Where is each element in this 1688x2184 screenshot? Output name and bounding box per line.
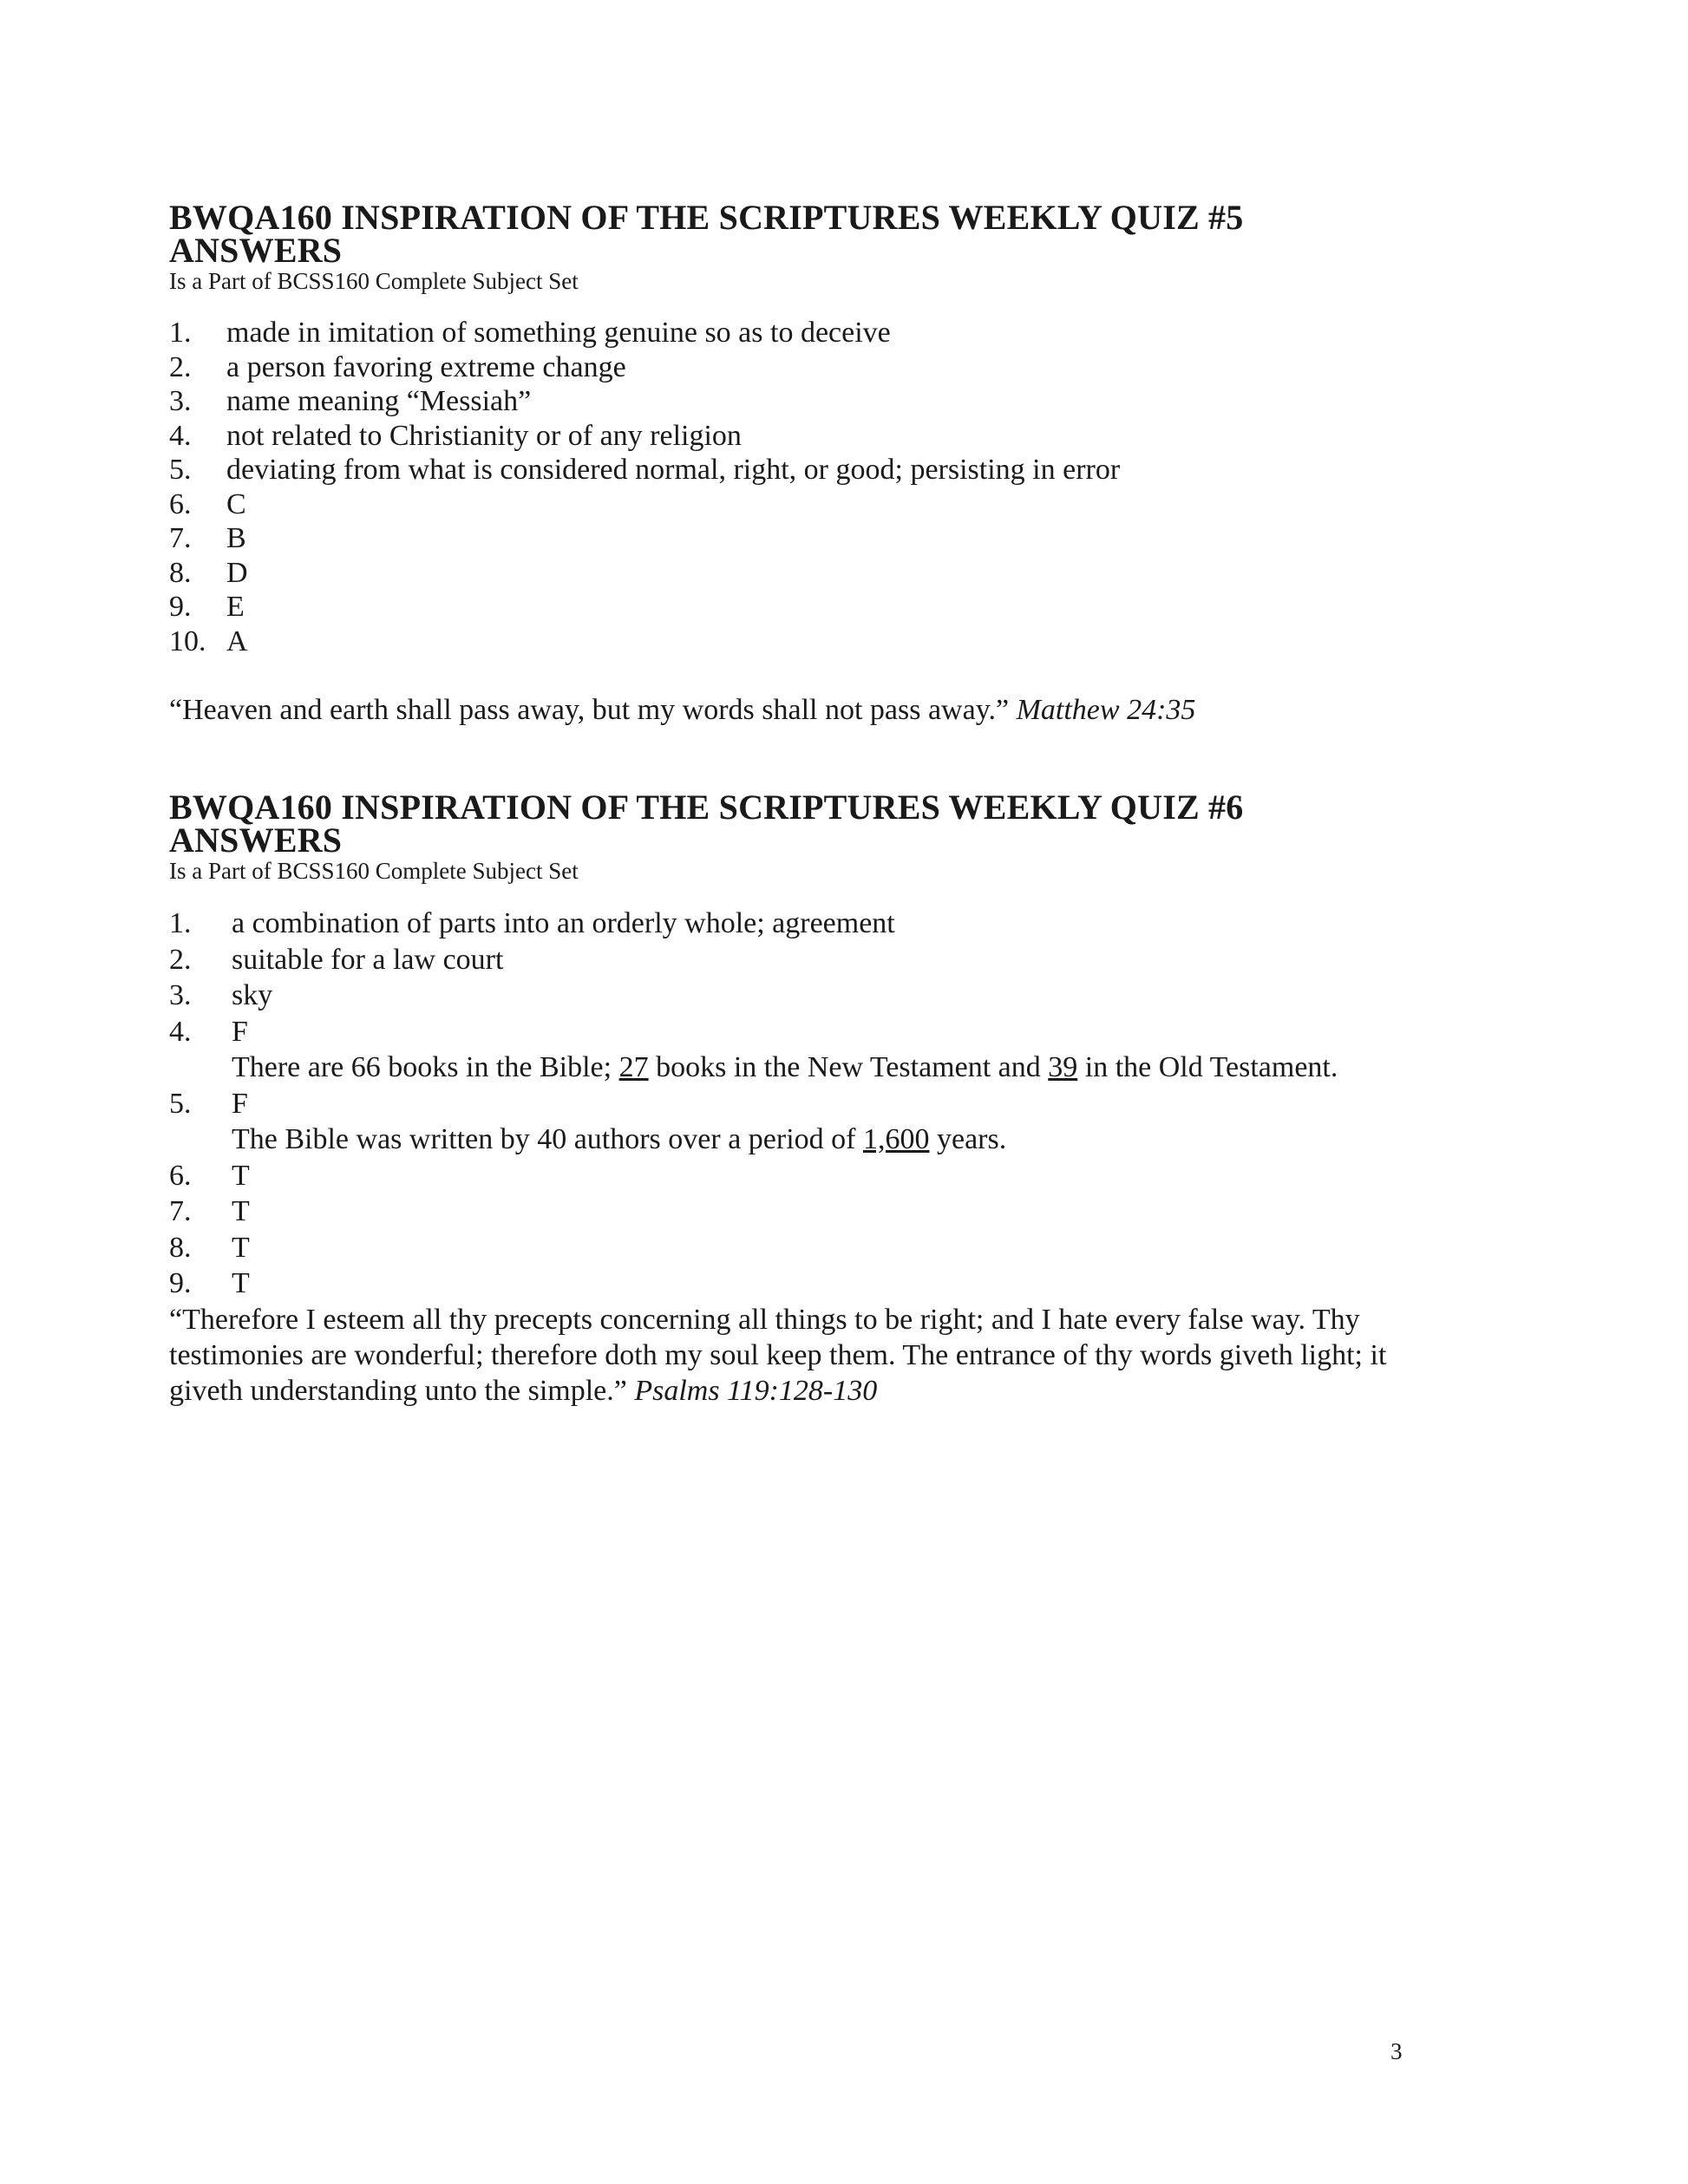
quiz-5-subtitle: Is a Part of BCSS160 Complete Subject Set xyxy=(169,268,579,294)
answer-item xyxy=(169,1086,1557,1158)
answer-number: 9. xyxy=(169,591,192,623)
answer-number: 2. xyxy=(169,943,192,976)
answer-text: sky xyxy=(232,979,273,1011)
answer-text: D xyxy=(226,556,248,589)
answer-text: a person favoring extreme change xyxy=(226,350,626,383)
scripture-reference: Psalms 119:128-130 xyxy=(634,1374,878,1407)
answer-text: E xyxy=(226,591,245,623)
answer-item xyxy=(169,1158,1557,1194)
answer-item xyxy=(169,316,1557,350)
answer-item xyxy=(169,350,1557,385)
answer-text: deviating from what is considered normal, right, or good; persisting in error xyxy=(226,454,1121,486)
page-number: 3 xyxy=(1390,2038,1403,2064)
quiz-5-answer-list xyxy=(169,316,1557,658)
underlined-number: 27 xyxy=(618,1051,649,1083)
quiz-5-title xyxy=(169,198,1557,270)
quiz-5-title-line1: BWQA160 INSPIRATION OF THE SCRIPTURES WEEKLY QUIZ #5 xyxy=(169,198,1244,237)
answer-text: T xyxy=(232,1195,250,1227)
answer-text: made in imitation of something genuine so as to deceive xyxy=(226,317,891,349)
explanation-text: The Bible was written by 40 authors over a period of xyxy=(232,1123,863,1155)
answer-item xyxy=(169,624,1557,659)
quote-text: “Heaven and earth shall pass away, but my words shall not pass away.” xyxy=(169,694,1010,726)
answer-number: 6. xyxy=(169,487,192,520)
answer-item xyxy=(169,906,1557,942)
answer-number: 8. xyxy=(169,1231,192,1264)
answer-item xyxy=(169,1193,1557,1230)
answer-item xyxy=(169,419,1557,454)
answer-number: 4. xyxy=(169,419,192,452)
scripture-reference: Matthew 24:35 xyxy=(1016,694,1196,726)
answer-number: 6. xyxy=(169,1159,192,1192)
answer-text: suitable for a law court xyxy=(232,943,504,976)
quiz-6-answer-list xyxy=(169,906,1557,1302)
answer-text: A xyxy=(226,624,248,657)
answer-text: B xyxy=(226,522,246,554)
answer-item xyxy=(169,590,1557,624)
answer-number: 1. xyxy=(169,907,192,939)
answer-item xyxy=(169,556,1557,591)
quiz-6-subtitle: Is a Part of BCSS160 Complete Subject Set xyxy=(169,858,579,884)
answer-number: 3. xyxy=(169,979,192,1011)
underlined-number: 1,600 xyxy=(862,1123,930,1155)
answer-number: 1. xyxy=(169,317,192,349)
answer-number: 5. xyxy=(169,454,192,486)
answer-number: 2. xyxy=(169,350,192,383)
answer-item xyxy=(169,521,1557,556)
quiz-6-scripture-quote xyxy=(169,1302,1401,1409)
quiz-6-title-line2: ANSWERS xyxy=(169,821,343,860)
quiz-5-section xyxy=(169,198,1557,728)
answer-text: F xyxy=(232,1015,248,1048)
answer-item xyxy=(169,1265,1557,1302)
answer-number: 8. xyxy=(169,556,192,589)
answer-explanation xyxy=(169,1121,1557,1158)
answer-text: T xyxy=(232,1231,250,1264)
answer-number: 10. xyxy=(169,624,206,657)
answer-number: 4. xyxy=(169,1015,192,1048)
answer-text: a combination of parts into an orderly whole; agreement xyxy=(232,907,895,939)
answer-text: T xyxy=(232,1159,250,1192)
answer-number: 7. xyxy=(169,522,192,554)
answer-item xyxy=(169,1230,1557,1266)
answer-number: 9. xyxy=(169,1267,192,1299)
answer-item xyxy=(169,453,1557,487)
underlined-number: 39 xyxy=(1048,1051,1078,1083)
explanation-text: There are 66 books in the Bible; xyxy=(232,1051,619,1083)
answer-item xyxy=(169,384,1557,419)
answer-item xyxy=(169,942,1557,978)
answer-text: T xyxy=(232,1267,250,1299)
answer-text: not related to Christianity or of any religion xyxy=(226,419,742,452)
quiz-6-title xyxy=(169,788,1557,860)
explanation-text: books in the New Testament and xyxy=(648,1051,1049,1083)
explanation-text: years. xyxy=(929,1123,1007,1155)
quote-text: “Therefore I esteem all thy precepts concerning all things to be right; and I hate every false way. Thy testimonies are wonderful; therefore doth my soul keep them. The entrance of thy words giveth light; it giveth understanding unto the simple.” xyxy=(169,1303,1387,1407)
answer-item xyxy=(169,487,1557,522)
explanation-text: in the Old Testament. xyxy=(1077,1051,1338,1083)
answer-number: 5. xyxy=(169,1087,192,1120)
answer-item xyxy=(169,1014,1557,1086)
answer-item xyxy=(169,978,1557,1014)
answer-number: 3. xyxy=(169,385,192,417)
answer-text: name meaning “Messiah” xyxy=(226,385,532,417)
answer-text: F xyxy=(232,1087,248,1120)
answer-number: 7. xyxy=(169,1195,192,1227)
answer-explanation xyxy=(169,1049,1557,1086)
quiz-6-title-line1: BWQA160 INSPIRATION OF THE SCRIPTURES WEEKLY QUIZ #6 xyxy=(169,788,1244,827)
quiz-6-section xyxy=(169,788,1557,1409)
quiz-5-scripture-quote xyxy=(169,693,1557,728)
answer-text: C xyxy=(226,487,246,520)
quiz-5-title-line2: ANSWERS xyxy=(169,231,343,270)
